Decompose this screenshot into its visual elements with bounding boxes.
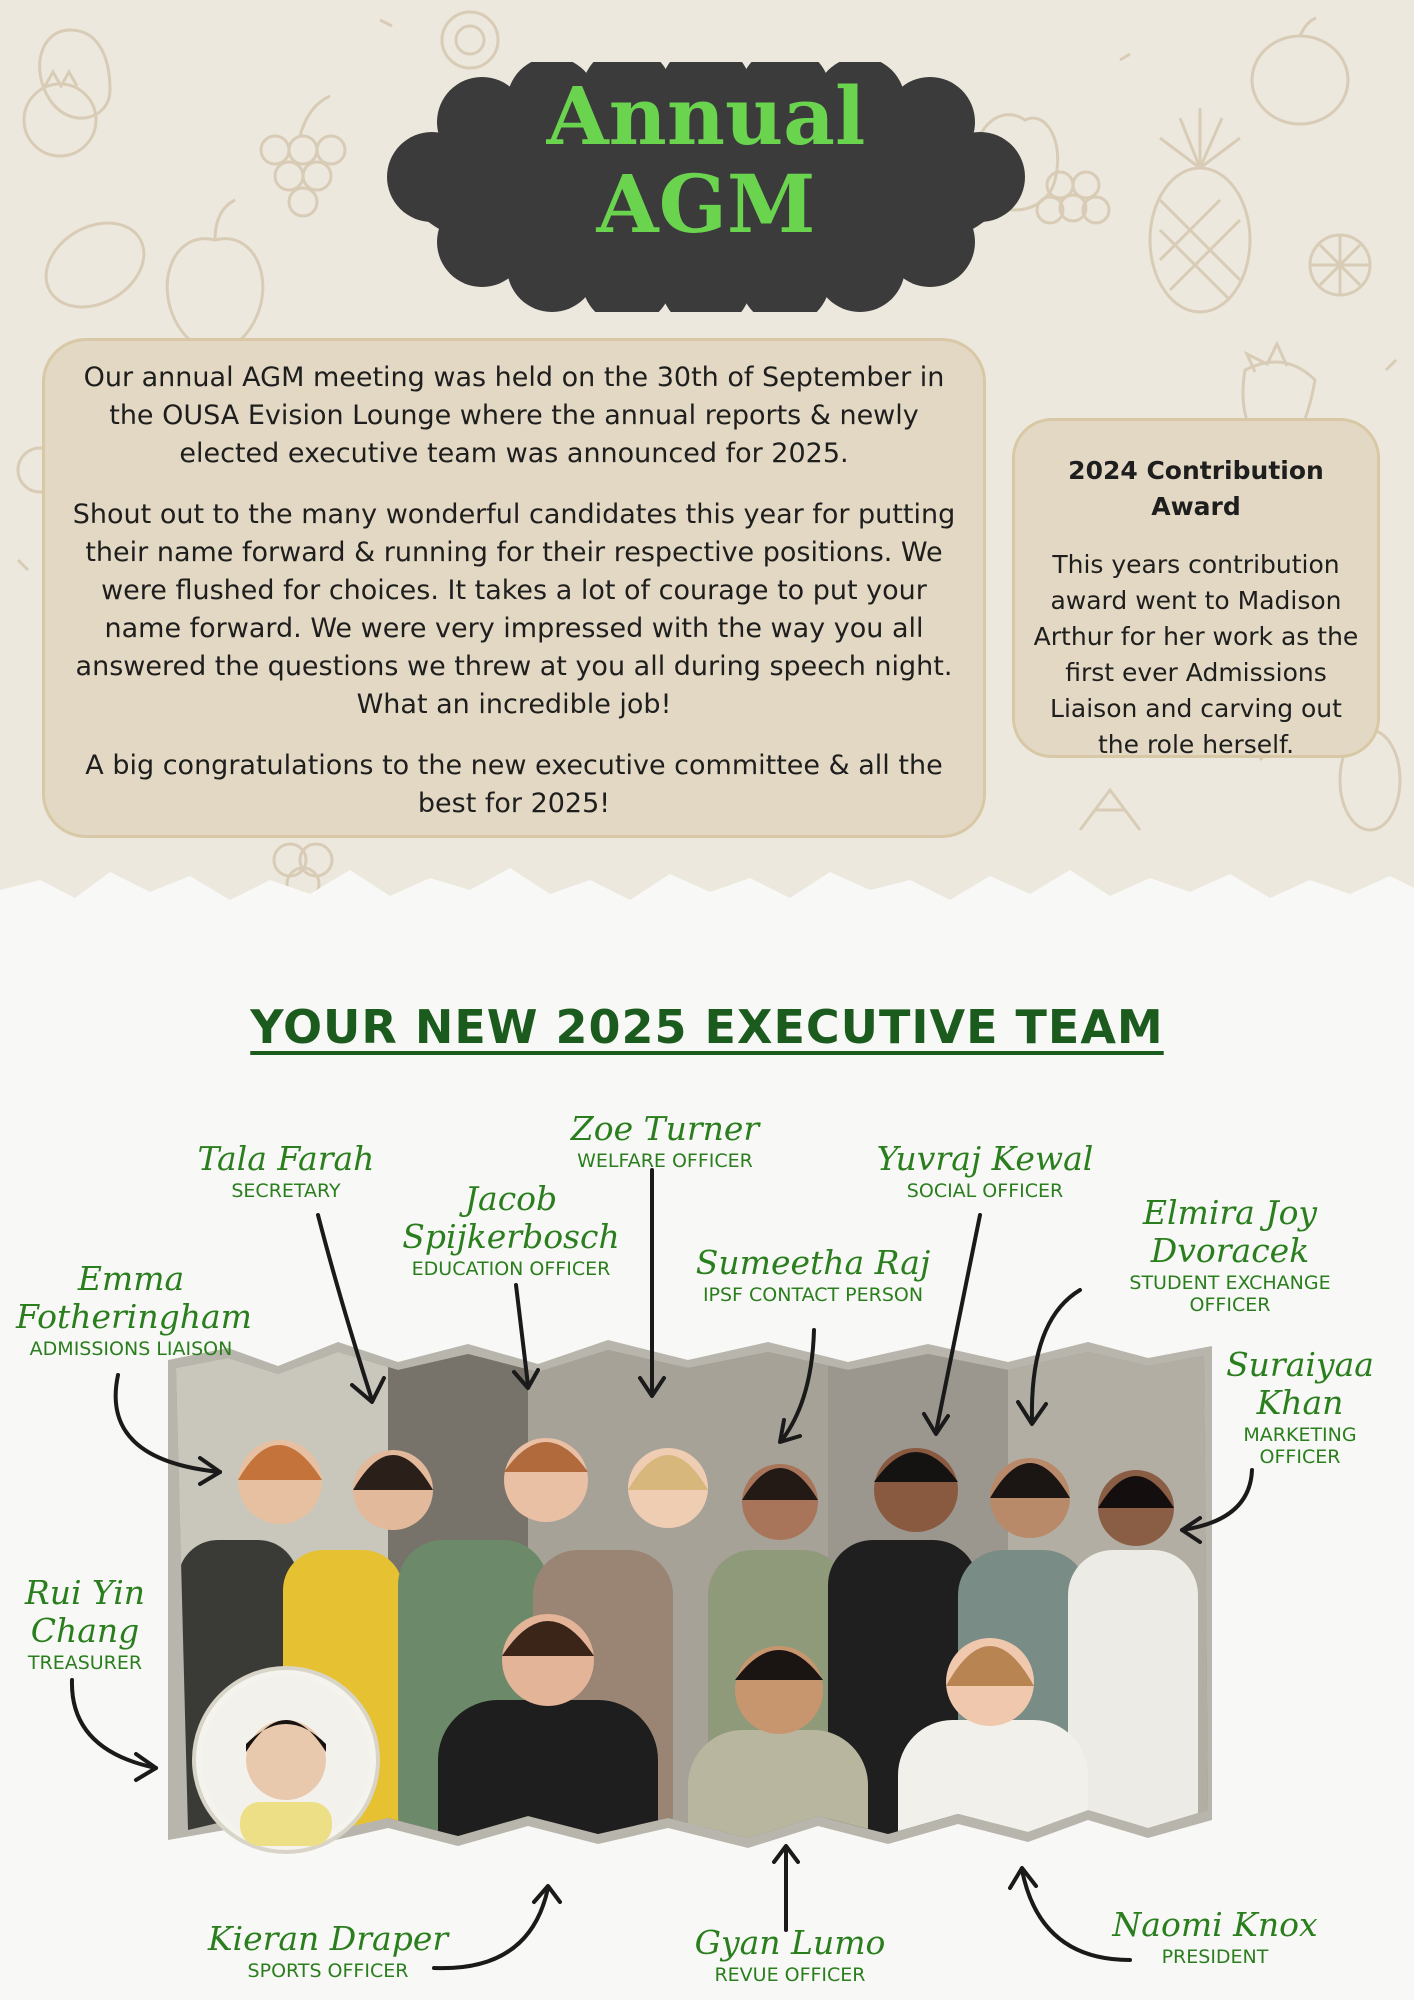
intro-paragraph-2: Shout out to the many wonderful candidates this year for putting their name forward & running for their respective positions. We were flushed for choices. It takes a lot of courage to put your name forward. We were very impressed with the way you all answered the questions we threw at you all during speech night. What an incredible job! — [72, 499, 956, 720]
title-line-1: Annual — [546, 69, 866, 163]
award-body: This years contribution award went to Madison Arthur for her work as the first ever Admissions Liaison and carving out the role herself. — [1033, 550, 1359, 759]
member-tala-farah — [186, 1140, 386, 1202]
member-name: Elmira Joy Dvoracek — [1142, 1193, 1318, 1270]
intro-paragraph-1: Our annual AGM meeting was held on the 30th of September in the OUSA Evision Lounge where the annual reports & newly elected executive team was announced for 2025. — [83, 362, 945, 469]
member-name: Suraiyaa Khan — [1226, 1345, 1374, 1422]
member-zoe-turner — [560, 1110, 770, 1172]
member-role: TREASURER — [27, 1652, 143, 1674]
award-title: 2024 Contribution Award — [1068, 456, 1324, 521]
member-name: Yuvraj Kewal — [876, 1139, 1094, 1178]
member-name: Sumeetha Raj — [695, 1243, 931, 1282]
member-sumeetha-raj — [688, 1244, 938, 1306]
member-role: SECRETARY — [231, 1180, 341, 1202]
member-rui-yin-chang — [10, 1574, 160, 1674]
member-role: IPSF CONTACT PERSON — [702, 1284, 924, 1306]
member-role: SOCIAL OFFICER — [906, 1180, 1064, 1202]
title-line-2: AGM — [596, 157, 816, 251]
member-role: STUDENT EXCHANGE OFFICER — [1129, 1272, 1331, 1316]
member-name: Zoe Turner — [570, 1109, 760, 1148]
intro-paragraph-3: A big congratulations to the new executive committee & all the best for 2025! — [85, 750, 943, 819]
member-naomi-knox — [1110, 1906, 1320, 1968]
member-name: Gyan Lumo — [694, 1923, 886, 1962]
member-kieran-draper — [200, 1920, 456, 1982]
member-suraiyaa-khan — [1210, 1346, 1390, 1468]
member-name: Jacob Spijkerbosch — [402, 1179, 620, 1256]
member-role: MARKETING OFFICER — [1243, 1424, 1357, 1468]
member-name: Naomi Knox — [1112, 1905, 1318, 1944]
team-heading: YOUR NEW 2025 EXECUTIVE TEAM — [250, 1000, 1164, 1054]
member-emma-fotheringham — [16, 1259, 252, 1360]
member-name: Kieran Draper — [207, 1919, 449, 1958]
member-jacob-spijkerbosch — [396, 1180, 626, 1280]
member-role: SPORTS OFFICER — [247, 1960, 409, 1982]
member-role: REVUE OFFICER — [714, 1964, 866, 1986]
member-role: WELFARE OFFICER — [577, 1150, 753, 1172]
member-name: Rui Yin Chang — [24, 1573, 146, 1650]
member-gyan-lumo — [680, 1924, 900, 1986]
member-elmira-joy-dvoracek — [1110, 1194, 1350, 1316]
member-name: Tala Farah — [197, 1139, 375, 1178]
member-role: PRESIDENT — [1161, 1946, 1269, 1968]
member-role: EDUCATION OFFICER — [411, 1258, 611, 1280]
member-name: Emma Fotheringham — [16, 1259, 252, 1336]
member-yuvraj-kewal — [875, 1140, 1095, 1202]
member-role: ADMISSIONS LIAISON — [29, 1338, 233, 1360]
